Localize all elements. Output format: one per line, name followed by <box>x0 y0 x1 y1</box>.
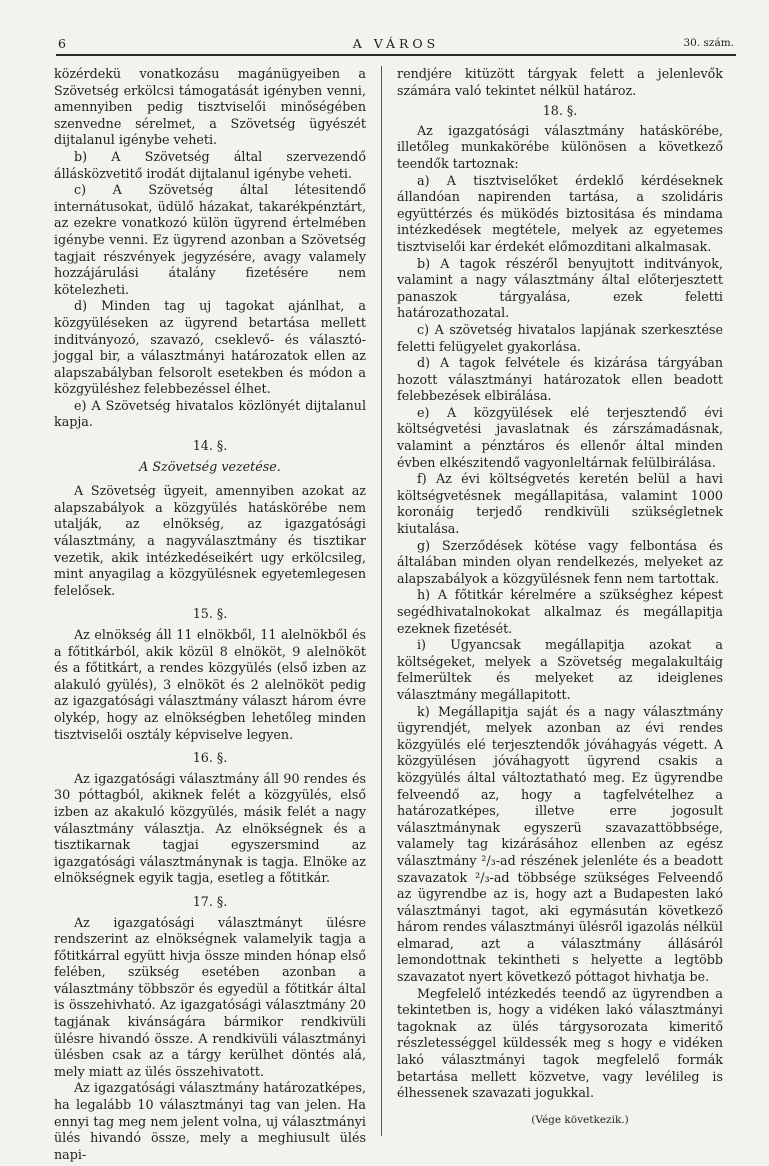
section-heading: 15. §. <box>192 606 228 622</box>
section-heading: 16. §. <box>192 750 228 766</box>
column-divider <box>381 66 382 1136</box>
paragraph: c) A szövetség hivatalos lapjának szerkesztése feletti felügyelet gyakorlása. <box>397 321 723 354</box>
paragraph: a) A tisztviselőket érdeklő kérdéseknek állandóan napirenden tartása, a szolidáris együttérzés és müködés biztositása és mindama intézkedések megtétele, melyek az egyetemes tisztviselői kar érdekét előmozditani alkalmasak. <box>397 172 723 254</box>
continued-note: (Vége következik.) <box>531 1113 629 1126</box>
paragraph: közérdekü vonatkozásu magánügyeiben a Szövetség erkölcsi támogatását igényben venni, amennyiben pedig tisztviselői minőségében szenvedne sérelmet, a Szövetség ügyészét dijtalanul igénybe veheti. <box>54 66 366 148</box>
section-heading: 14. §. <box>192 438 228 454</box>
right-column <box>397 66 723 1128</box>
publication-title: A VÁROS <box>352 36 440 51</box>
section-title: A Szövetség vezetése. <box>139 458 281 474</box>
paragraph: k) Megállapitja saját és a nagy választmány ügyrendjét, melyek azonban az évi rendes közgyülés elé terjesztendők jóváhagyás végett. A közgyülésen jóváhagyott ügyrend csakis a közgyülés által változtatható meg. Ez ügyrendbe felveendő az, hogy a tagfelvételhez a határozatképes, illetve erre jogosult választmánynak egyszerü szavazattöbbsége, valamely tag kizárásához ellenben az egész választmány ²/₃-ad részének jelenléte és a beadott szavazatok ²/₃-ad többsége szükséges Felveendő az ügyrendbe az is, hogy azt a Budapesten lakó választmányi tagot, aki egymásután következő három rendes választmányi ülésről igazolás nélkül elmarad, azt a választmány állásáról lemondottnak tekintheti s helyette a legtöbb szavazatot nyert következő póttagot hivhatja be. <box>397 703 723 985</box>
paragraph: i) Ugyancsak megállapitja azokat a költségeket, melyek a Szövetség megalakultáig felmerültek és melyeket az ideiglenes választmány megállapitott. <box>397 637 723 702</box>
paragraph: Az igazgatósági választmányt ülésre rendszerint az elnökségnek valamelyik tagja a főtitkárral együtt hivja össze minden hónap első felében, szükség esetében azonban a választmány többször és egyedül a főtitkár által is összehivható. Az igazgatósági választmány 20 tagjának kivánságára bármikor rendkivüli ülésre hivandó össze. A rendkivüli választmányi ülésben csak az a tárgy kerülhet döntés alá, mely miatt az ülés összehivatott. <box>54 914 366 1079</box>
paragraph: b) A Szövetség által szervezendő állásközvetitő irodát dijtalanul igénybe veheti. <box>54 148 366 181</box>
paragraph: g) Szerződések kötése vagy felbontása és általában minden olyan rendelkezés, melyeket az alapszabályok a közgyülésnek fenn nem tartottak. <box>397 537 723 586</box>
paragraph: d) Minden tag uj tagokat ajánlhat, a közgyüléseken az ügyrend betartása mellett inditványozó, szavazó, cseklevő- és választó-joggal bir, a választmányi határozatok ellen az alapszabályban felsorolt esetekben és módon a közgyüléshez felebbezéssel élhet. <box>54 298 366 397</box>
paragraph: A Szövetség ügyeit, amennyiben azokat az alapszabályok a közgyülés hatáskörébe nem utalják, az elnökség, az igazgatósági választmány, a nagyválasztmány és tisztikar vezetik, akik intézkedéseikért ugy erkölcsileg, mint anyagilag a közgyülésnek egyetemlegesen felelősek. <box>54 483 366 598</box>
section-heading: 17. §. <box>192 893 228 909</box>
paragraph: d) A tagok felvétele és kizárása tárgyában hozott választmányi határozatok ellen beadott felebbezések elbirálása. <box>397 355 723 404</box>
issue-number: 30. szám. <box>683 37 734 49</box>
paragraph: e) A Szövetség hivatalos közlönyét dijtalanul kapja. <box>54 397 366 430</box>
section-heading: 18. §. <box>542 103 578 119</box>
paragraph: Megfelelő intézkedés teendő az ügyrendben a tekintetben is, hogy a vidéken lakó választmányi tagoknak az ülés tárgysorozata kimeritő részletességgel küldessék meg s hogy e vidéken lakó választmányi tagok megfelelő formák betartása mellett közvetve, vagy levélileg is élhessenek szavazati jogukkal. <box>397 985 723 1101</box>
page-number: 6 <box>58 36 66 51</box>
paragraph: rendjére kitüzött tárgyak felett a jelenlevők számára való tekintet nélkül határoz. <box>397 66 723 98</box>
paragraph: b) A tagok részéről benyujtott inditványok, valamint a nagy választmány által előterjesztett panaszok tárgyalása, ezek feletti határozathozatal. <box>397 255 723 321</box>
paragraph: Az igazgatósági választmány hatáskörébe, illetőleg munkakörébe különösen a következő teendők tartoznak: <box>397 122 723 171</box>
paragraph: c) A Szövetség által létesitendő internátusokat, üdülő házakat, takarékpénztárt, az ezekre vonatkozó külön ügyrend értelmében igénybe venni. Ez ügyrend azonban a Szövetség tagjait részvények jegyzésére, avagy valamely hozzájárulási átalány fizetésére nem kötelezheti. <box>54 182 366 297</box>
paragraph: Az elnökség áll 11 elnökből, 11 alelnökből és a főtitkárból, akik közül 8 elnököt, 9 alelnököt és a főtitkárt, a rendes közgyülés (első izben az alakuló gyülés), 3 elnököt és 2 alelnököt pedig az igazgatósági választmány választ három évre olykép, hogy az elnökségben lehetőleg minden tisztviselői osztály képviselve legyen. <box>54 627 366 742</box>
paragraph: h) A főtitkár kérelmére a szükséghez képest segédhivatalnokokat alkalmaz és megállapitja ezeknek fizetését. <box>397 587 723 636</box>
page-header <box>56 36 736 56</box>
paragraph: Az igazgatósági választmány áll 90 rendes és 30 póttagból, akiknek felét a közgyülés, első izben az akakuló közgyülés, másik felét a nagy választmány választja. Az elnökségnek és a tisztikarnak tagjai egyszersmind az igazgatósági választmánynak is tagja. Elnöke az elnökségnek egyik tagja, esetleg a főtitkár. <box>54 770 366 886</box>
paragraph: f) Az évi költségvetés keretén belül a havi költségvetésnek megállapitása, valamint 1000 koronáig terjedő rendkivüli szükségletnek kiutalása. <box>397 471 723 537</box>
paragraph: Az igazgatósági választmány határozatképes, ha legalább 10 választmányi tag van jelen. Ha ennyi tag meg nem jelent volna, uj választmányi ülés hivandó össze, mely a meghiusult ülés napi- <box>54 1080 366 1162</box>
paragraph: e) A közgyülések elé terjesztendő évi költségvetési javaslatnak és zárszámadásnak, valamint a pénztáros és ellenőr által minden évben elkészitendő vagyonleltárnak felülbirálása. <box>397 404 723 470</box>
left-column <box>54 66 366 1163</box>
